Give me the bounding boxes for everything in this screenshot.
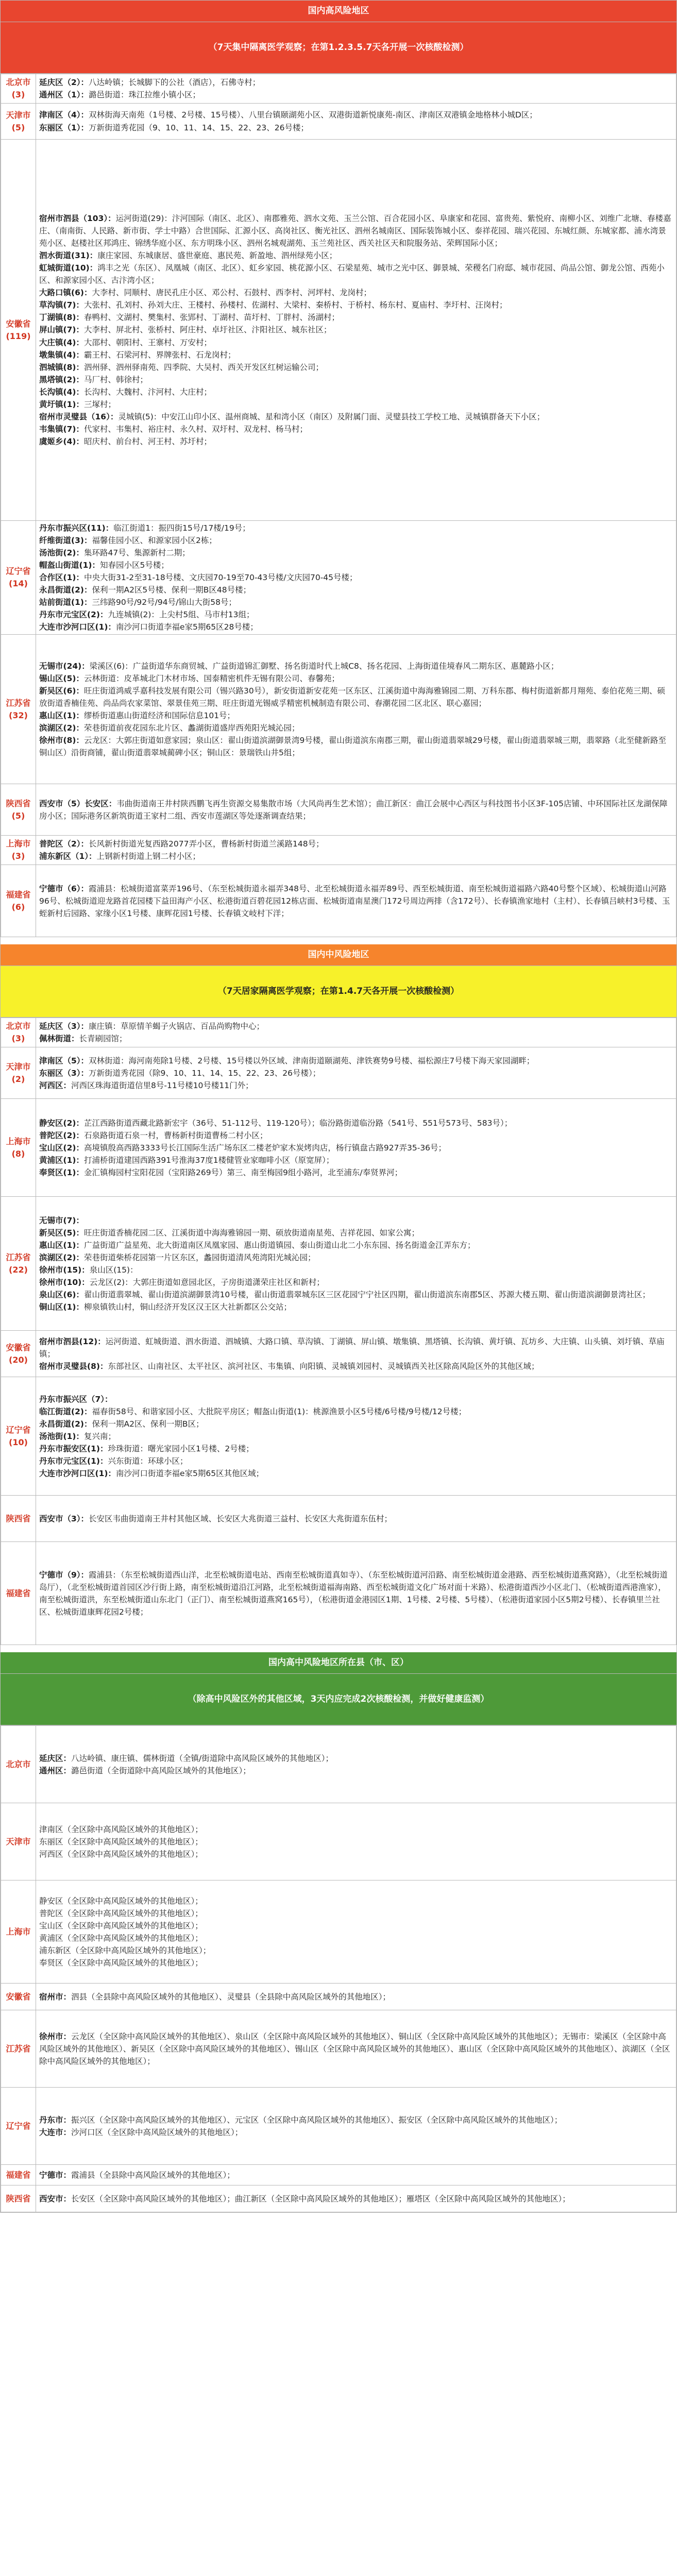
- area-line: 东丽区（1）：万新街道秀花园（9、10、11、14、15、22、23、26号楼；: [39, 123, 309, 132]
- area-line: 静安区(2)：芷江西路街道西藏北路新宏宇（36号、51-112号、119-120号）；临汾路街道临汾路（541号、551号573号、583号）；: [39, 1118, 513, 1128]
- province-cell: [1, 1197, 36, 1331]
- province-cell: [1, 1984, 36, 2010]
- province-count: (119): [6, 331, 31, 341]
- area-line: 延庆区（3）：康庄镇：草原情羊蝎子火锅店、百品尚购物中心；: [39, 1022, 265, 1031]
- area-list-cell: [36, 836, 676, 865]
- area-line: 新吴区(5)：旺庄街道香楠花园二区、江溪街道中海海雅锦园一期、硕放街道南星苑、吉祥花园、如家公寓；: [39, 1228, 419, 1238]
- area-line: 津南区（4）：双林街海天南苑（1号楼、2号楼、15号楼）、八里台镇颐湖苑小区、双港街道新悦康苑-南区、津南区双港镇金地格林小城D区；: [39, 110, 537, 120]
- province-count: (5): [11, 810, 25, 821]
- province-name: 北京市: [6, 77, 31, 87]
- area-line: 屏山镇(7)：大李村、屏北村、张桥村、阿庄村、卓圩社区、汴阳社区、城东社区；: [39, 325, 332, 335]
- province-cell: [1, 865, 36, 937]
- province-cell: [1, 1331, 36, 1377]
- area-list-cell: [36, 865, 676, 937]
- area-line: 虹城街道(10)：鸿丰之光（东区）、凤凰城（南区、北区）、虹乡家园、桃花源小区、石梁星苑、城市之光中区、御景城、荣稷名门府邸、城市花园、尚品公馆、御龙公馆、西苑小区、和源家园小区、古汴湾小区；: [39, 263, 665, 285]
- province-cell: [1, 2165, 36, 2185]
- area-list-cell: [36, 1047, 676, 1099]
- area-list-cell: [36, 1496, 676, 1542]
- province-count: (3): [11, 1033, 25, 1044]
- province-name: 福建省: [6, 2170, 31, 2180]
- province-cell: [1, 1099, 36, 1197]
- area-list-cell: [36, 2165, 676, 2185]
- province-cell: [1, 1880, 36, 1984]
- area-line: 长沟镇(4)：长沟村、大魏村、汴河村、大庄村；: [39, 387, 212, 397]
- area-list-cell: [36, 2088, 676, 2165]
- province-cell: [1, 2088, 36, 2165]
- area-line: 通州区（1）：潞邑街道：珠江拉维小镇小区；: [39, 90, 201, 99]
- province-count: (22): [9, 1264, 28, 1275]
- province-cell: [1, 1377, 36, 1496]
- area-list-cell: [36, 1542, 676, 1645]
- area-line: 滨湖区(2)：荣巷街道柴桥花园第一片区东区，蠡园街道清风苑湾阳光城沁园；: [39, 1252, 316, 1262]
- area-line: 宝山区（全区除中高风险区域外的其他地区）；: [39, 1921, 203, 1930]
- province-name: 江苏省: [6, 698, 31, 708]
- area-list-cell: [36, 1377, 676, 1496]
- province-row: [1, 1880, 676, 1984]
- area-line: 丹东市振兴区（7）：: [39, 1394, 113, 1404]
- area-line: 徐州市(8)：云龙区：大郭庄街道如意家园；泉山区：翟山街道滨湖御景湾9号楼，翟山街道滨东南郡三期，翟山街道翡翠城29号楼，翟山街道翡翠城三期，翡翠路（北至健新路至铜山区）沿街商铺，翟山街道翡翠城蔺碑小区；铜山区：景瑞铁山井5组；: [39, 735, 667, 757]
- province-name: 陕西省: [6, 798, 31, 808]
- area-line: 汤池街(1)：复兴南；: [39, 1431, 116, 1441]
- area-line: 站前街道(1)：三纬路90号/92号/94号/锦山大街58号；: [39, 598, 237, 607]
- area-list-cell: [36, 521, 676, 635]
- area-line: 大连市沙河口区(1)：南沙河口街道李福e家5期65区其他区域；: [39, 1468, 264, 1478]
- area-list-cell: [36, 635, 676, 784]
- area-line: 大庄镇(4)：大邵村、朝阳村、王寨村、万安村；: [39, 337, 212, 347]
- province-name: 北京市: [6, 1759, 31, 1769]
- area-line: 宁德市：霞浦县（全县除中高风险区域外的其他地区）；: [39, 2170, 235, 2180]
- province-count: (6): [11, 902, 25, 912]
- province-cell: [1, 1496, 36, 1542]
- province-row: [1, 1047, 676, 1099]
- province-name: 辽宁省: [6, 2121, 31, 2131]
- province-row: [1, 74, 676, 104]
- area-line: 帽盔山街道(1)：知春园小区5号楼；: [39, 561, 169, 570]
- province-row: [1, 2185, 676, 2212]
- area-list-cell: [36, 1880, 676, 1984]
- province-row: [1, 1542, 676, 1645]
- province-count: (8): [11, 1148, 25, 1159]
- area-line: 徐州市(15)：泉山区(15)：: [39, 1265, 138, 1275]
- province-name: 北京市: [6, 1021, 31, 1031]
- province-row: [1, 836, 676, 865]
- area-line: 永昌街道(2)：保利一期A2区、保利一期B区；: [39, 1419, 204, 1429]
- province-name: 上海市: [6, 1926, 31, 1937]
- province-cell: [1, 140, 36, 521]
- province-cell: [1, 1018, 36, 1047]
- province-name: 天津市: [6, 110, 31, 120]
- low-risk-note: （除高中风险区外的其他区域，3天内应完成2次核酸检测，并做好健康监测）: [1, 1674, 676, 1725]
- province-cell: [1, 2010, 36, 2088]
- area-line: 宁德市（9）：霞浦县：（东至松城街道西山洋，北至松城街道电站、西南至松城街道真如寺）、（东至松城街道河沿路、南至松城街道金港路、西至松城街道燕窝路），（北至松城街道岛厅），（北至松城街道首园区沙行街上路，南至松城街道沿江河路，北至松城街道福海南路、西至松城街道文化广场对面十米路）、松港街道西沙小区北门、（松城街道西港渔家），南至松城街道洪，东至松城街道山东北门（正门）、南至松城街道燕窝165号），（松港街道金港园区1期、1号楼、2号楼、5号楼）、（松港街道家园小区5期2号楼）、长春镇里兰社区、松城街道康辉花园2号楼；: [39, 1570, 668, 1617]
- province-count: (3): [11, 851, 25, 861]
- area-line: 丹东市振兴区(11)：临江街道1：振四街15号/17楼/19号；: [39, 523, 250, 533]
- area-line: 浦东新区（全区除中高风险区域外的其他地区）；: [39, 1945, 211, 1955]
- province-row: [1, 635, 676, 784]
- province-name: 上海市: [6, 839, 31, 849]
- province-name: 江苏省: [6, 1252, 31, 1262]
- area-list-cell: [36, 74, 676, 104]
- area-list-cell: [36, 2010, 676, 2088]
- area-line: 东丽区（3）：万新街道秀花园（除9、10、11、14、15、22、23、26号楼）；: [39, 1068, 321, 1078]
- area-line: 静安区（全区除中高风险区域外的其他地区）；: [39, 1896, 203, 1906]
- area-line: 纤维街道(3)：福馨佳园小区、和源家园小区2栋；: [39, 536, 217, 546]
- area-line: 丹东市：振兴区（全区除中高风险区域外的其他地区）、元宝区（全区除中高风险区域外的其他地区）、振安区（全区除中高风险区域外的其他地区）；: [39, 2115, 563, 2125]
- province-name: 安徽省: [6, 1991, 31, 2002]
- mid-risk-table: [1, 1018, 676, 1645]
- area-line: 宿州市泗县（103）：运河街道(29)：汴河国际（南区、北区）、南郡雅苑、泗水文苑、玉兰公馆、百合花园小区、阜康家和花园、富贵苑、紫悦府、南柳小区、刘维广北塘、春楼嘉庄、（南南街、人民路、新市街、学士中路）合世国际、汇源小区、高岗社区、衡光社区、泗州名城南区、国际装饰城小区、泰祥花园、瑞兴花园、东城红颜、东城家都、浦水湾景苑小区、赵楼社区邦鸿庄、锦绣华庭小区、东方明珠小区、泗州名城观湖苑、玉兰苑社区、西关社区天和院服务站、荣辉国际小区；: [39, 214, 671, 248]
- province-row: [1, 1726, 676, 1803]
- low-risk-title: 国内高中风险地区所在县（市、区）: [1, 1652, 676, 1674]
- area-line: 津南区（5）：双林街道：海河南苑除1号楼、2号楼、15号楼以外区域、津南街道颐湖苑、津铁赛势9号楼、福松源庄7号楼下海天家园湖畔；: [39, 1056, 535, 1065]
- province-name: 辽宁省: [6, 566, 31, 577]
- province-name: 安徽省: [6, 318, 31, 329]
- area-line: 黄浦区(1)：打浦桥街道建国西路391号淮海37度1楼健管业家咖啡小区（原宽屏）；: [39, 1155, 334, 1165]
- area-list-cell: [36, 1984, 676, 2010]
- area-line: 黑塔镇(2)：马厂村、韩徐村；: [39, 375, 148, 384]
- area-line: 延庆区：八达岭镇、康庄镇、儒林街道（全镇/街道除中高风险区域外的其他地区）；: [39, 1753, 333, 1763]
- area-line: 滨湖区(2)：荣巷街道前夜花园东北片区、蠡湖街道盛岸西苑阳光城沁园；: [39, 723, 300, 733]
- province-name: 天津市: [6, 1836, 31, 1846]
- province-count: (10): [9, 1437, 28, 1447]
- province-cell: [1, 74, 36, 104]
- province-row: [1, 1018, 676, 1047]
- area-line: 宿州市灵璧县(8)：东部社区、山南社区、太平社区、滨河社区、韦集镇、向阳镇、灵城镇刘园村、灵城镇西关社区除高风险区外的其他区域；: [39, 1361, 539, 1371]
- area-list-cell: [36, 1803, 676, 1880]
- area-line: 黄圩镇(1)：三塚村；: [39, 399, 116, 409]
- province-row: [1, 1331, 676, 1377]
- area-line: 通州区：潞邑街道（全街道除中高风险区域外的其他地区）；: [39, 1766, 251, 1775]
- province-cell: [1, 1726, 36, 1803]
- area-line: 徐州市：云龙区（全区除中高风险区域外的其他地区）、泉山区（全区除中高风险区域外的其他地区）、铜山区（全区除中高风险区域外的其他地区）；无锡市：梁溪区（全区除中高风险区域外的其他地区）、新吴区（全区除中高风险区域外的其他地区）、锡山区（全区除中高风险区域外的其他地区）、惠山区（全区除中高风险区域外的其他地区）、滨湖区（全区除中高风险区域外的其他地区）；: [39, 2031, 670, 2066]
- province-cell: [1, 635, 36, 784]
- area-line: 新吴区(6)：旺庄街道鸿威孚嘉科技发展有限公司（锡兴路30号），新安街道新安花苑一区东区、江溪街道中海海雅锦园二期、万科东郡、梅村街道新都月翔苑、泰伯花苑三期、硕放街道香楠佳苑、尚品尚农家菜馆、翠景佳苑三期、旺庄街道光锡威孚精密机械制造有限公司、春潮花园二区北区、联心嘉园；: [39, 686, 665, 708]
- province-row: [1, 1099, 676, 1197]
- area-line: 延庆区（2）：八达岭镇；长城脚下的公社（酒店），石佛寺村；: [39, 77, 261, 87]
- area-line: 宝山区(2)：高境镇殷高西路3333号长江国际生活广场东区二楼老炉家木炭烤肉店，杨行镇盘古路927弄35-36号；: [39, 1143, 447, 1153]
- area-line: 无锡市(7)：: [39, 1215, 84, 1225]
- area-line: 铜山区(1)：柳泉镇铁山村，铜山经济开发区汉王区大社新都区公交站；: [39, 1302, 292, 1312]
- area-list-cell: [36, 1726, 676, 1803]
- high-risk-title: 国内高风险地区: [1, 1, 676, 22]
- area-list-cell: [36, 1331, 676, 1377]
- area-list-cell: [36, 104, 676, 140]
- province-row: [1, 2010, 676, 2088]
- area-line: 泗水街道(31)：康庄家园、东城康居、盛世豪庭、惠民苑、新盈地、泗州绿苑小区；: [39, 251, 337, 261]
- area-line: 浦东新区（1）：上钢新村街道上钢二村小区；: [39, 852, 201, 861]
- province-cell: [1, 1047, 36, 1099]
- province-name: 安徽省: [6, 1342, 31, 1352]
- area-line: 奉贤区（全区除中高风险区域外的其他地区）；: [39, 1958, 203, 1968]
- area-line: 惠山区(1)：广益街道广益星苑、北大街道南区凤凰家园、惠山街道镇园、泰山街道山北二小东东园、扬名街道金江弄东方；: [39, 1240, 476, 1250]
- area-line: 汤池街(2)：集环路47号、集源新村二期；: [39, 548, 190, 558]
- province-name: 上海市: [6, 1136, 31, 1146]
- province-name: 陕西省: [6, 1513, 31, 1523]
- area-line: 普陀区（2）：长风新村街道光复西路2077弄小区，曹杨新村街道兰溪路148号；: [39, 839, 324, 849]
- province-cell: [1, 2185, 36, 2212]
- province-cell: [1, 104, 36, 140]
- area-line: 西安市（3）：长安区韦曲街道南王井村其他区域、长安区大兆街道三益村、长安区大兆街道东伍村；: [39, 1514, 393, 1523]
- area-line: 锡山区(5)：云林街道：皮革城北门木材市场、国泰精密机件无锡有限公司、春馨苑；: [39, 673, 340, 683]
- area-line: 大路口镇(6)：大李村、同顺村、唐民孔庄小区、邓公村、石鼓村、西李村、河坪村、龙岗村；: [39, 288, 371, 298]
- province-row: [1, 2165, 676, 2185]
- area-line: 惠山区(1)：缪桥街道惠山街道经济和国际信息101号；: [39, 710, 235, 720]
- area-line: 韦集镇(7)：代家村、韦集村、裕庄村、永久村、双圩村、双龙村、杨马村；: [39, 424, 308, 434]
- area-line: 普陀区(2)：石泉路街道石泉一村，曹杨新村街道曹杨二村小区；: [39, 1130, 268, 1140]
- province-count: (5): [11, 122, 25, 132]
- area-line: 泉山区(6)：翟山街道翡翠城、翟山街道滨湖御景湾10号楼，翟山街道翡翠城东区三区花园宁宁社区四期，翟山街道滨东南郡5区、苏源大楼五期、翟山街道滨湖御景湾社区；: [39, 1290, 651, 1299]
- area-line: 丹东市振安区(1)：珍珠街道：曙光家园小区1号楼、2号楼；: [39, 1444, 254, 1453]
- high-risk-table: [1, 74, 676, 937]
- area-list-cell: [36, 140, 676, 521]
- mid-risk-note: （7天居家隔离医学观察；在第1.4.7天各开展一次核酸检测）: [1, 966, 676, 1018]
- area-line: 宿州市灵璧县（16）：灵城镇(5)：中安江山印小区、温州商城、星和湾小区（南区）及附属门面、灵璧县技工学校工地、灵城镇群备天下小区；: [39, 412, 545, 421]
- province-name: 福建省: [6, 889, 31, 900]
- area-line: 丹东市元宝区(2)：九连城镇(2)：上尖村5组、马市村13组；: [39, 610, 255, 620]
- province-row: [1, 1984, 676, 2010]
- area-line: 泗城镇(8)：泗州驿、泗州驿南苑、四季院、大吴村、西关开发区红树运输公司；: [39, 362, 324, 372]
- province-row: [1, 1803, 676, 1880]
- area-line: 虞姬乡(4)：昭庆村、前台村、河王村、苏圩村；: [39, 436, 212, 446]
- area-line: 东丽区（全区除中高风险区域外的其他地区）；: [39, 1837, 203, 1846]
- province-cell: [1, 1542, 36, 1645]
- province-row: [1, 784, 676, 836]
- area-line: 奉贤区(1)：金汇镇梅园村宝阳花园（宝阳路269号）第三、南至梅园9组小路河，北至浦东/奉贤界河；: [39, 1167, 403, 1177]
- province-row: [1, 2088, 676, 2165]
- area-line: 丁湖镇(8)：春鸭村、文湖村、樊集村、张郢村、丁湖村、苗圩村、丁胖村、汤湖村；: [39, 313, 340, 323]
- province-row: [1, 1377, 676, 1496]
- area-line: 宿州市：泗县（全县除中高风险区域外的其他地区）、灵璧县（全县除中高风险区域外的其他地区）；: [39, 1992, 391, 2002]
- area-list-cell: [36, 1197, 676, 1331]
- area-line: 无锡市(24)：梁溪区(6)：广益街道华东商贸城、广益街道锦汇御墅、扬名街道时代上城C8、扬名花园、上海街道佳境春风二期东区、惠麓路小区；: [39, 661, 559, 671]
- low-risk-table: [1, 1725, 676, 2212]
- province-row: [1, 140, 676, 521]
- area-list-cell: [36, 1018, 676, 1047]
- province-count: (14): [9, 579, 28, 589]
- area-line: 临江街道(2)：福春街58号、和谐家园小区、大批院平房区；帽盔山街道(1)：桃源渔景小区5号楼/6号楼/9号楼/12号楼；: [39, 1406, 467, 1416]
- province-cell: [1, 784, 36, 836]
- high-risk-note: （7天集中隔离医学观察；在第1.2.3.5.7天各开展一次核酸检测）: [1, 22, 676, 74]
- area-line: 西安市：长安区（全区除中高风险区域外的其他地区）；曲江新区（全区除中高风险区域外的其他地区）；雁塔区（全区除中高风险区域外的其他地区）；: [39, 2194, 570, 2204]
- province-name: 陕西省: [6, 2193, 31, 2204]
- province-count: (3): [11, 90, 25, 99]
- province-row: [1, 865, 676, 937]
- area-line: 西安市（5）长安区：韦曲街道南王井村陕西鹏飞再生资源交易集散市场（大风尚再生艺术馆）；曲江新区：曲江会展中心西区与科技图书小区3F-105店铺、中环国际社区龙湖保障房小区；国际港务区新筑街道王家村二组、西安市莲湖区等处逐渐调查结果；: [39, 799, 668, 821]
- area-line: 永昌街道(2)：保利一期A2区5号楼、保利一期B区48号楼；: [39, 585, 251, 595]
- mid-risk-title: 国内中风险地区: [1, 944, 676, 966]
- area-line: 大连市沙河口区(1)：南沙河口街道李福e家5期65区28号楼；: [39, 622, 258, 632]
- province-name: 辽宁省: [6, 1425, 31, 1435]
- province-count: (2): [11, 1074, 25, 1084]
- area-line: 佩林街道：长青刷园馆；: [39, 1034, 127, 1044]
- province-name: 福建省: [6, 1588, 31, 1598]
- area-line: 大连市：沙河口区（全区除中高风险区域外的其他地区）；: [39, 2127, 243, 2137]
- area-line: 黄浦区（全区除中高风险区域外的其他地区）；: [39, 1933, 203, 1943]
- area-line: 草沟镇(7)：大张村、孔刘村、孙刘大庄、王楼村、孙楼村、佐湖村、大梁村、秦桥村、于桥村、杨东村、夏庙村、李圩村、汪岗村；: [39, 300, 507, 310]
- province-row: [1, 1496, 676, 1542]
- province-name: 天津市: [6, 1061, 31, 1072]
- province-name: 江苏省: [6, 2043, 31, 2054]
- area-line: 河西区：河西区珠海道街道信里8号-11号楼10号楼11门外；: [39, 1080, 253, 1090]
- area-line: 普陀区（全区除中高风险区域外的其他地区）；: [39, 1908, 203, 1918]
- area-line: 津南区（全区除中高风险区域外的其他地区）；: [39, 1824, 203, 1834]
- area-line: 丹东市元宝区(1)：兴东街道：环球小区；: [39, 1456, 188, 1466]
- province-row: [1, 521, 676, 635]
- province-count: (32): [9, 710, 28, 720]
- area-line: 合作区(1)：中央大街31-2至31-18号楼、文庆园70-19至70-43号楼/文庆园70-45号楼；: [39, 573, 358, 583]
- area-list-cell: [36, 1099, 676, 1197]
- area-line: 徐州市(10)：云龙区(2)：大郭庄街道如意园北区，子房街道潇荣庄社区和新村；: [39, 1277, 325, 1287]
- area-line: 宁德市（6）：霞浦县：松城街道富菜弄196号、（东至松城街道永福弄348号、北至松城街道永福弄89号、西至松城街道、南至松城街道福路六路40号整个区域）、松城街道山河路96号、松城街道迎龙路首花园楼下益田海产小区、松港街道百碧花园12栋店面、松城街道南星澳门172号周边两排（含172号）、长春镇渔家地村（主村）、长春镇吕峡村3号楼、玉蛭新村后园路、家缘小区1号楼、康辉花园1号楼、长春镇文岐村下洋；: [39, 884, 670, 918]
- area-line: 墩集镇(4)：霸王村、石梁河村、界牌张村、石龙岗村；: [39, 350, 236, 360]
- area-list-cell: [36, 2185, 676, 2212]
- area-list-cell: [36, 784, 676, 836]
- province-row: [1, 1197, 676, 1331]
- province-cell: [1, 836, 36, 865]
- area-line: 河西区（全区除中高风险区域外的其他地区）；: [39, 1849, 203, 1859]
- province-count: (20): [9, 1354, 28, 1365]
- province-cell: [1, 521, 36, 635]
- area-line: 宿州市泗县(12)：运河街道、虹城街道、泗水街道、泗城镇、大路口镇、草沟镇、丁湖镇、屏山镇、墩集镇、黑塔镇、长沟镇、黄圩镇、瓦坊乡、大庄镇、山头镇、刘圩镇、草庙镇；: [39, 1336, 665, 1359]
- province-cell: [1, 1803, 36, 1880]
- province-row: [1, 104, 676, 140]
